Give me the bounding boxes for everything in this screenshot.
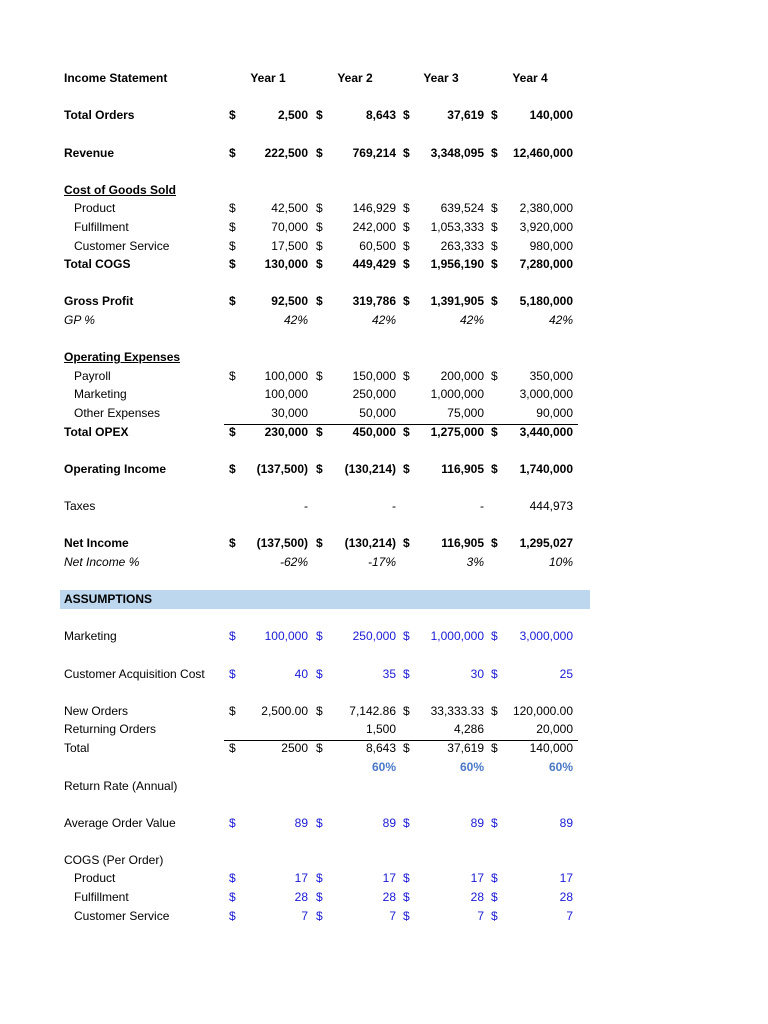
- currency-symbol: $: [229, 816, 236, 830]
- row-label: Marketing: [74, 387, 127, 401]
- currency-symbol: $: [491, 462, 498, 476]
- currency-symbol: $: [229, 294, 236, 308]
- value-cell-year-3[interactable]: 263,333: [440, 239, 484, 253]
- row-label: Net Income: [64, 536, 129, 550]
- currency-symbol: $: [491, 239, 498, 253]
- row-label: Revenue: [64, 146, 115, 160]
- currency-symbol: $: [229, 909, 236, 923]
- value-cell-year-2[interactable]: 28: [382, 890, 396, 904]
- value-cell-year-2[interactable]: 769,214: [352, 146, 396, 160]
- currency-symbol: $: [491, 816, 498, 830]
- year-1-header: Year 1: [250, 71, 286, 85]
- value-cell-year-2[interactable]: 60%: [371, 760, 396, 774]
- currency-symbol: $: [403, 108, 410, 122]
- currency-symbol: $: [403, 239, 410, 253]
- value-cell-year-2[interactable]: 50,000: [359, 406, 396, 420]
- value-cell-year-1[interactable]: 2500: [281, 741, 308, 755]
- value-cell-year-1[interactable]: 7: [301, 909, 308, 923]
- row-product: [0, 199, 768, 217]
- value-cell-year-4[interactable]: 980,000: [529, 239, 573, 253]
- row-blank: [0, 758, 768, 776]
- row-cogs-per-order: [0, 851, 768, 869]
- value-cell-year-1[interactable]: (137,500): [256, 462, 308, 476]
- currency-symbol: $: [229, 146, 236, 160]
- currency-symbol: $: [491, 629, 498, 643]
- currency-symbol: $: [316, 294, 323, 308]
- value-cell-year-4[interactable]: 42%: [548, 313, 573, 327]
- row-marketing: [0, 627, 768, 645]
- currency-symbol: $: [491, 704, 498, 718]
- value-cell-year-3[interactable]: 3,348,095: [430, 146, 484, 160]
- value-cell-year-2[interactable]: 1,500: [365, 722, 396, 736]
- currency-symbol: $: [491, 257, 498, 271]
- currency-symbol: $: [316, 536, 323, 550]
- row-customer-acquisition-cost: [0, 665, 768, 683]
- row-net-income: [0, 534, 768, 552]
- value-cell-year-4[interactable]: 17: [559, 871, 573, 885]
- row-label: Returning Orders: [64, 722, 157, 736]
- currency-symbol: $: [316, 146, 323, 160]
- value-cell-year-2[interactable]: 7: [389, 909, 396, 923]
- currency-symbol: $: [316, 239, 323, 253]
- value-cell-year-1[interactable]: (137,500): [256, 536, 308, 550]
- row-label: Other Expenses: [74, 406, 161, 420]
- row-label: Total: [64, 741, 90, 755]
- value-cell-year-3[interactable]: 1,275,000: [430, 425, 484, 439]
- value-cell-year-3[interactable]: 33,333.33: [430, 704, 484, 718]
- value-cell-year-4[interactable]: 90,000: [536, 406, 573, 420]
- row-total: [0, 739, 768, 757]
- currency-symbol: $: [403, 629, 410, 643]
- value-cell-year-3[interactable]: 17: [470, 871, 484, 885]
- value-cell-year-2[interactable]: 150,000: [352, 369, 396, 383]
- currency-symbol: $: [403, 425, 410, 439]
- value-cell-year-4[interactable]: 12,460,000: [512, 146, 573, 160]
- value-cell-year-2[interactable]: (130,214): [344, 536, 396, 550]
- row-gp: [0, 311, 768, 329]
- value-cell-year-3[interactable]: -: [480, 499, 484, 513]
- value-cell-year-2[interactable]: 7,142.86: [349, 704, 396, 718]
- value-cell-year-3[interactable]: 116,905: [441, 462, 484, 476]
- value-cell-year-2[interactable]: 89: [382, 816, 396, 830]
- currency-symbol: $: [403, 704, 410, 718]
- currency-symbol: $: [491, 146, 498, 160]
- currency-symbol: $: [403, 369, 410, 383]
- value-cell-year-4[interactable]: 350,000: [529, 369, 573, 383]
- value-cell-year-4[interactable]: 7: [566, 909, 573, 923]
- row-product: [0, 869, 768, 887]
- value-cell-year-3[interactable]: 60%: [459, 760, 484, 774]
- value-cell-year-3[interactable]: 89: [470, 816, 484, 830]
- value-cell-year-2[interactable]: 242,000: [352, 220, 396, 234]
- row-label: Net Income %: [64, 555, 140, 569]
- row-label: Customer Service: [74, 909, 170, 923]
- currency-symbol: $: [491, 201, 498, 215]
- header-row: [0, 69, 768, 87]
- row-label: Fulfillment: [74, 220, 129, 234]
- header-label: Income Statement: [64, 71, 168, 85]
- row-label: Return Rate (Annual): [64, 779, 178, 793]
- currency-symbol: $: [229, 667, 236, 681]
- currency-symbol: $: [229, 629, 236, 643]
- row-label: Product: [74, 871, 116, 885]
- currency-symbol: $: [229, 220, 236, 234]
- value-cell-year-4[interactable]: 1,295,027: [519, 536, 573, 550]
- opex-total-rule: [224, 424, 578, 425]
- value-cell-year-3[interactable]: 3%: [466, 555, 484, 569]
- value-cell-year-4[interactable]: 2,380,000: [519, 201, 573, 215]
- value-cell-year-2[interactable]: 146,929: [352, 201, 396, 215]
- value-cell-year-3[interactable]: 28: [470, 890, 484, 904]
- value-cell-year-1[interactable]: 230,000: [264, 425, 308, 439]
- row-label: GP %: [64, 313, 95, 327]
- currency-symbol: $: [229, 462, 236, 476]
- value-cell-year-1[interactable]: 40: [294, 667, 308, 681]
- currency-symbol: $: [316, 257, 323, 271]
- value-cell-year-1[interactable]: 100,000: [264, 387, 308, 401]
- value-cell-year-1[interactable]: 70,000: [271, 220, 308, 234]
- currency-symbol: $: [491, 369, 498, 383]
- currency-symbol: $: [403, 741, 410, 755]
- row-label: Payroll: [74, 369, 111, 383]
- currency-symbol: $: [491, 667, 498, 681]
- row-new-orders: [0, 702, 768, 720]
- value-cell-year-2[interactable]: 8,643: [365, 108, 396, 122]
- currency-symbol: $: [316, 871, 323, 885]
- value-cell-year-2[interactable]: 449,429: [352, 257, 396, 271]
- value-cell-year-3[interactable]: 1,000,000: [430, 387, 484, 401]
- row-average-order-value: [0, 814, 768, 832]
- value-cell-year-2[interactable]: 450,000: [352, 425, 396, 439]
- row-cost-of-goods-sold: [0, 181, 768, 199]
- currency-symbol: $: [316, 462, 323, 476]
- row-label: Customer Acquisition Cost: [64, 667, 205, 681]
- value-cell-year-3[interactable]: 1,000,000: [430, 629, 484, 643]
- row-label: Gross Profit: [64, 294, 134, 308]
- value-cell-year-1[interactable]: 42%: [283, 313, 308, 327]
- value-cell-year-3[interactable]: 1,391,905: [430, 294, 484, 308]
- value-cell-year-1[interactable]: 89: [294, 816, 308, 830]
- currency-symbol: $: [316, 220, 323, 234]
- value-cell-year-4[interactable]: 3,440,000: [519, 425, 573, 439]
- value-cell-year-1[interactable]: -62%: [279, 555, 308, 569]
- year-3-header: Year 3: [423, 71, 459, 85]
- value-cell-year-2[interactable]: 250,000: [352, 629, 396, 643]
- row-operating-expenses: [0, 348, 768, 366]
- value-cell-year-1[interactable]: 100,000: [264, 369, 308, 383]
- currency-symbol: $: [229, 536, 236, 550]
- value-cell-year-2[interactable]: 319,786: [352, 294, 396, 308]
- row-label: COGS (Per Order): [64, 853, 164, 867]
- currency-symbol: $: [491, 294, 498, 308]
- currency-symbol: $: [316, 890, 323, 904]
- value-cell-year-4[interactable]: 10%: [548, 555, 573, 569]
- value-cell-year-4[interactable]: 20,000: [536, 722, 573, 736]
- currency-symbol: $: [403, 462, 410, 476]
- value-cell-year-2[interactable]: 8,643: [365, 741, 396, 755]
- currency-symbol: $: [316, 108, 323, 122]
- value-cell-year-4[interactable]: 25: [559, 667, 573, 681]
- currency-symbol: $: [491, 220, 498, 234]
- row-label: Total OPEX: [64, 425, 129, 439]
- currency-symbol: $: [316, 667, 323, 681]
- value-cell-year-4[interactable]: 89: [559, 816, 573, 830]
- row-label: ASSUMPTIONS: [64, 592, 153, 606]
- row-total-opex: [0, 423, 768, 441]
- value-cell-year-1[interactable]: 28: [294, 890, 308, 904]
- value-cell-year-4[interactable]: 444,973: [529, 499, 573, 513]
- row-label: Operating Expenses: [64, 350, 181, 364]
- year-4-header: Year 4: [512, 71, 548, 85]
- currency-symbol: $: [316, 909, 323, 923]
- row-fulfillment: [0, 218, 768, 236]
- currency-symbol: $: [316, 369, 323, 383]
- currency-symbol: $: [491, 909, 498, 923]
- currency-symbol: $: [403, 667, 410, 681]
- currency-symbol: $: [403, 201, 410, 215]
- value-cell-year-3[interactable]: 30: [470, 667, 484, 681]
- value-cell-year-3[interactable]: 200,000: [440, 369, 484, 383]
- row-returning-orders: [0, 720, 768, 738]
- currency-symbol: $: [403, 257, 410, 271]
- value-cell-year-3[interactable]: 4,286: [453, 722, 484, 736]
- row-label: Product: [74, 201, 116, 215]
- value-cell-year-3[interactable]: 37,619: [447, 741, 484, 755]
- row-label: Marketing: [64, 629, 117, 643]
- row-return-rate-annual: [0, 777, 768, 795]
- currency-symbol: $: [229, 425, 236, 439]
- value-cell-year-4[interactable]: 1,740,000: [519, 462, 573, 476]
- currency-symbol: $: [403, 294, 410, 308]
- value-cell-year-2[interactable]: -: [392, 499, 396, 513]
- row-revenue: [0, 144, 768, 162]
- currency-symbol: $: [491, 871, 498, 885]
- value-cell-year-4[interactable]: 28: [559, 890, 573, 904]
- value-cell-year-3[interactable]: 42%: [459, 313, 484, 327]
- value-cell-year-2[interactable]: 35: [382, 667, 396, 681]
- currency-symbol: $: [491, 741, 498, 755]
- row-other-expenses: [0, 404, 768, 422]
- currency-symbol: $: [491, 108, 498, 122]
- currency-symbol: $: [316, 629, 323, 643]
- row-assumptions: [0, 590, 768, 608]
- value-cell-year-4[interactable]: 3,000,000: [519, 387, 573, 401]
- value-cell-year-2[interactable]: (130,214): [344, 462, 396, 476]
- currency-symbol: $: [403, 871, 410, 885]
- currency-symbol: $: [403, 220, 410, 234]
- row-label: New Orders: [64, 704, 129, 718]
- currency-symbol: $: [229, 201, 236, 215]
- row-net-income: [0, 553, 768, 571]
- value-cell-year-2[interactable]: 60,500: [359, 239, 396, 253]
- value-cell-year-3[interactable]: 75,000: [447, 406, 484, 420]
- currency-symbol: $: [403, 536, 410, 550]
- row-label: Total COGS: [64, 257, 131, 271]
- row-label: Operating Income: [64, 462, 167, 476]
- value-cell-year-4[interactable]: 60%: [548, 760, 573, 774]
- value-cell-year-4[interactable]: 140,000: [529, 108, 573, 122]
- row-label: Customer Service: [74, 239, 170, 253]
- currency-symbol: $: [403, 890, 410, 904]
- value-cell-year-3[interactable]: 37,619: [447, 108, 484, 122]
- value-cell-year-3[interactable]: 7: [477, 909, 484, 923]
- row-total-cogs: [0, 255, 768, 273]
- value-cell-year-3[interactable]: 1,053,333: [430, 220, 484, 234]
- currency-symbol: $: [316, 201, 323, 215]
- value-cell-year-4[interactable]: 140,000: [529, 741, 573, 755]
- row-label: Average Order Value: [64, 816, 176, 830]
- row-gross-profit: [0, 292, 768, 310]
- currency-symbol: $: [229, 369, 236, 383]
- value-cell-year-1[interactable]: 2,500.00: [261, 704, 308, 718]
- value-cell-year-4[interactable]: 5,180,000: [519, 294, 573, 308]
- row-fulfillment: [0, 888, 768, 906]
- currency-symbol: $: [229, 257, 236, 271]
- value-cell-year-1[interactable]: 130,000: [264, 257, 308, 271]
- currency-symbol: $: [403, 146, 410, 160]
- value-cell-year-1[interactable]: 17,500: [271, 239, 308, 253]
- currency-symbol: $: [491, 890, 498, 904]
- value-cell-year-2[interactable]: 250,000: [352, 387, 396, 401]
- currency-symbol: $: [229, 890, 236, 904]
- value-cell-year-2[interactable]: 42%: [371, 313, 396, 327]
- value-cell-year-1[interactable]: 2,500: [277, 108, 308, 122]
- value-cell-year-3[interactable]: 116,905: [441, 536, 484, 550]
- value-cell-year-4[interactable]: 3,000,000: [519, 629, 573, 643]
- value-cell-year-3[interactable]: 1,956,190: [430, 257, 484, 271]
- currency-symbol: $: [316, 741, 323, 755]
- currency-symbol: $: [491, 536, 498, 550]
- row-label: Taxes: [64, 499, 96, 513]
- row-taxes: [0, 497, 768, 515]
- row-label: Fulfillment: [74, 890, 129, 904]
- value-cell-year-4[interactable]: 120,000.00: [512, 704, 573, 718]
- value-cell-year-2[interactable]: -17%: [367, 555, 396, 569]
- value-cell-year-1[interactable]: 17: [294, 871, 308, 885]
- value-cell-year-1[interactable]: 42,500: [271, 201, 308, 215]
- row-customer-service: [0, 907, 768, 925]
- currency-symbol: $: [229, 871, 236, 885]
- currency-symbol: $: [403, 816, 410, 830]
- value-cell-year-1[interactable]: 222,500: [264, 146, 308, 160]
- currency-symbol: $: [229, 741, 236, 755]
- value-cell-year-2[interactable]: 17: [382, 871, 396, 885]
- value-cell-year-4[interactable]: 7,280,000: [519, 257, 573, 271]
- value-cell-year-1[interactable]: 92,500: [271, 294, 308, 308]
- row-operating-income: [0, 460, 768, 478]
- row-label: Total Orders: [64, 108, 135, 122]
- value-cell-year-4[interactable]: 3,920,000: [519, 220, 573, 234]
- value-cell-year-1[interactable]: 100,000: [264, 629, 308, 643]
- value-cell-year-3[interactable]: 639,524: [440, 201, 484, 215]
- value-cell-year-1[interactable]: 30,000: [271, 406, 308, 420]
- row-total-orders: [0, 106, 768, 124]
- row-customer-service: [0, 237, 768, 255]
- currency-symbol: $: [316, 704, 323, 718]
- row-marketing: [0, 385, 768, 403]
- currency-symbol: $: [316, 816, 323, 830]
- currency-symbol: $: [403, 909, 410, 923]
- currency-symbol: $: [229, 108, 236, 122]
- orders-total-rule: [224, 740, 578, 741]
- currency-symbol: $: [491, 425, 498, 439]
- currency-symbol: $: [229, 239, 236, 253]
- row-label: Cost of Goods Sold: [64, 183, 176, 197]
- value-cell-year-1[interactable]: -: [304, 499, 308, 513]
- row-payroll: [0, 367, 768, 385]
- year-2-header: Year 2: [337, 71, 373, 85]
- currency-symbol: $: [229, 704, 236, 718]
- currency-symbol: $: [316, 425, 323, 439]
